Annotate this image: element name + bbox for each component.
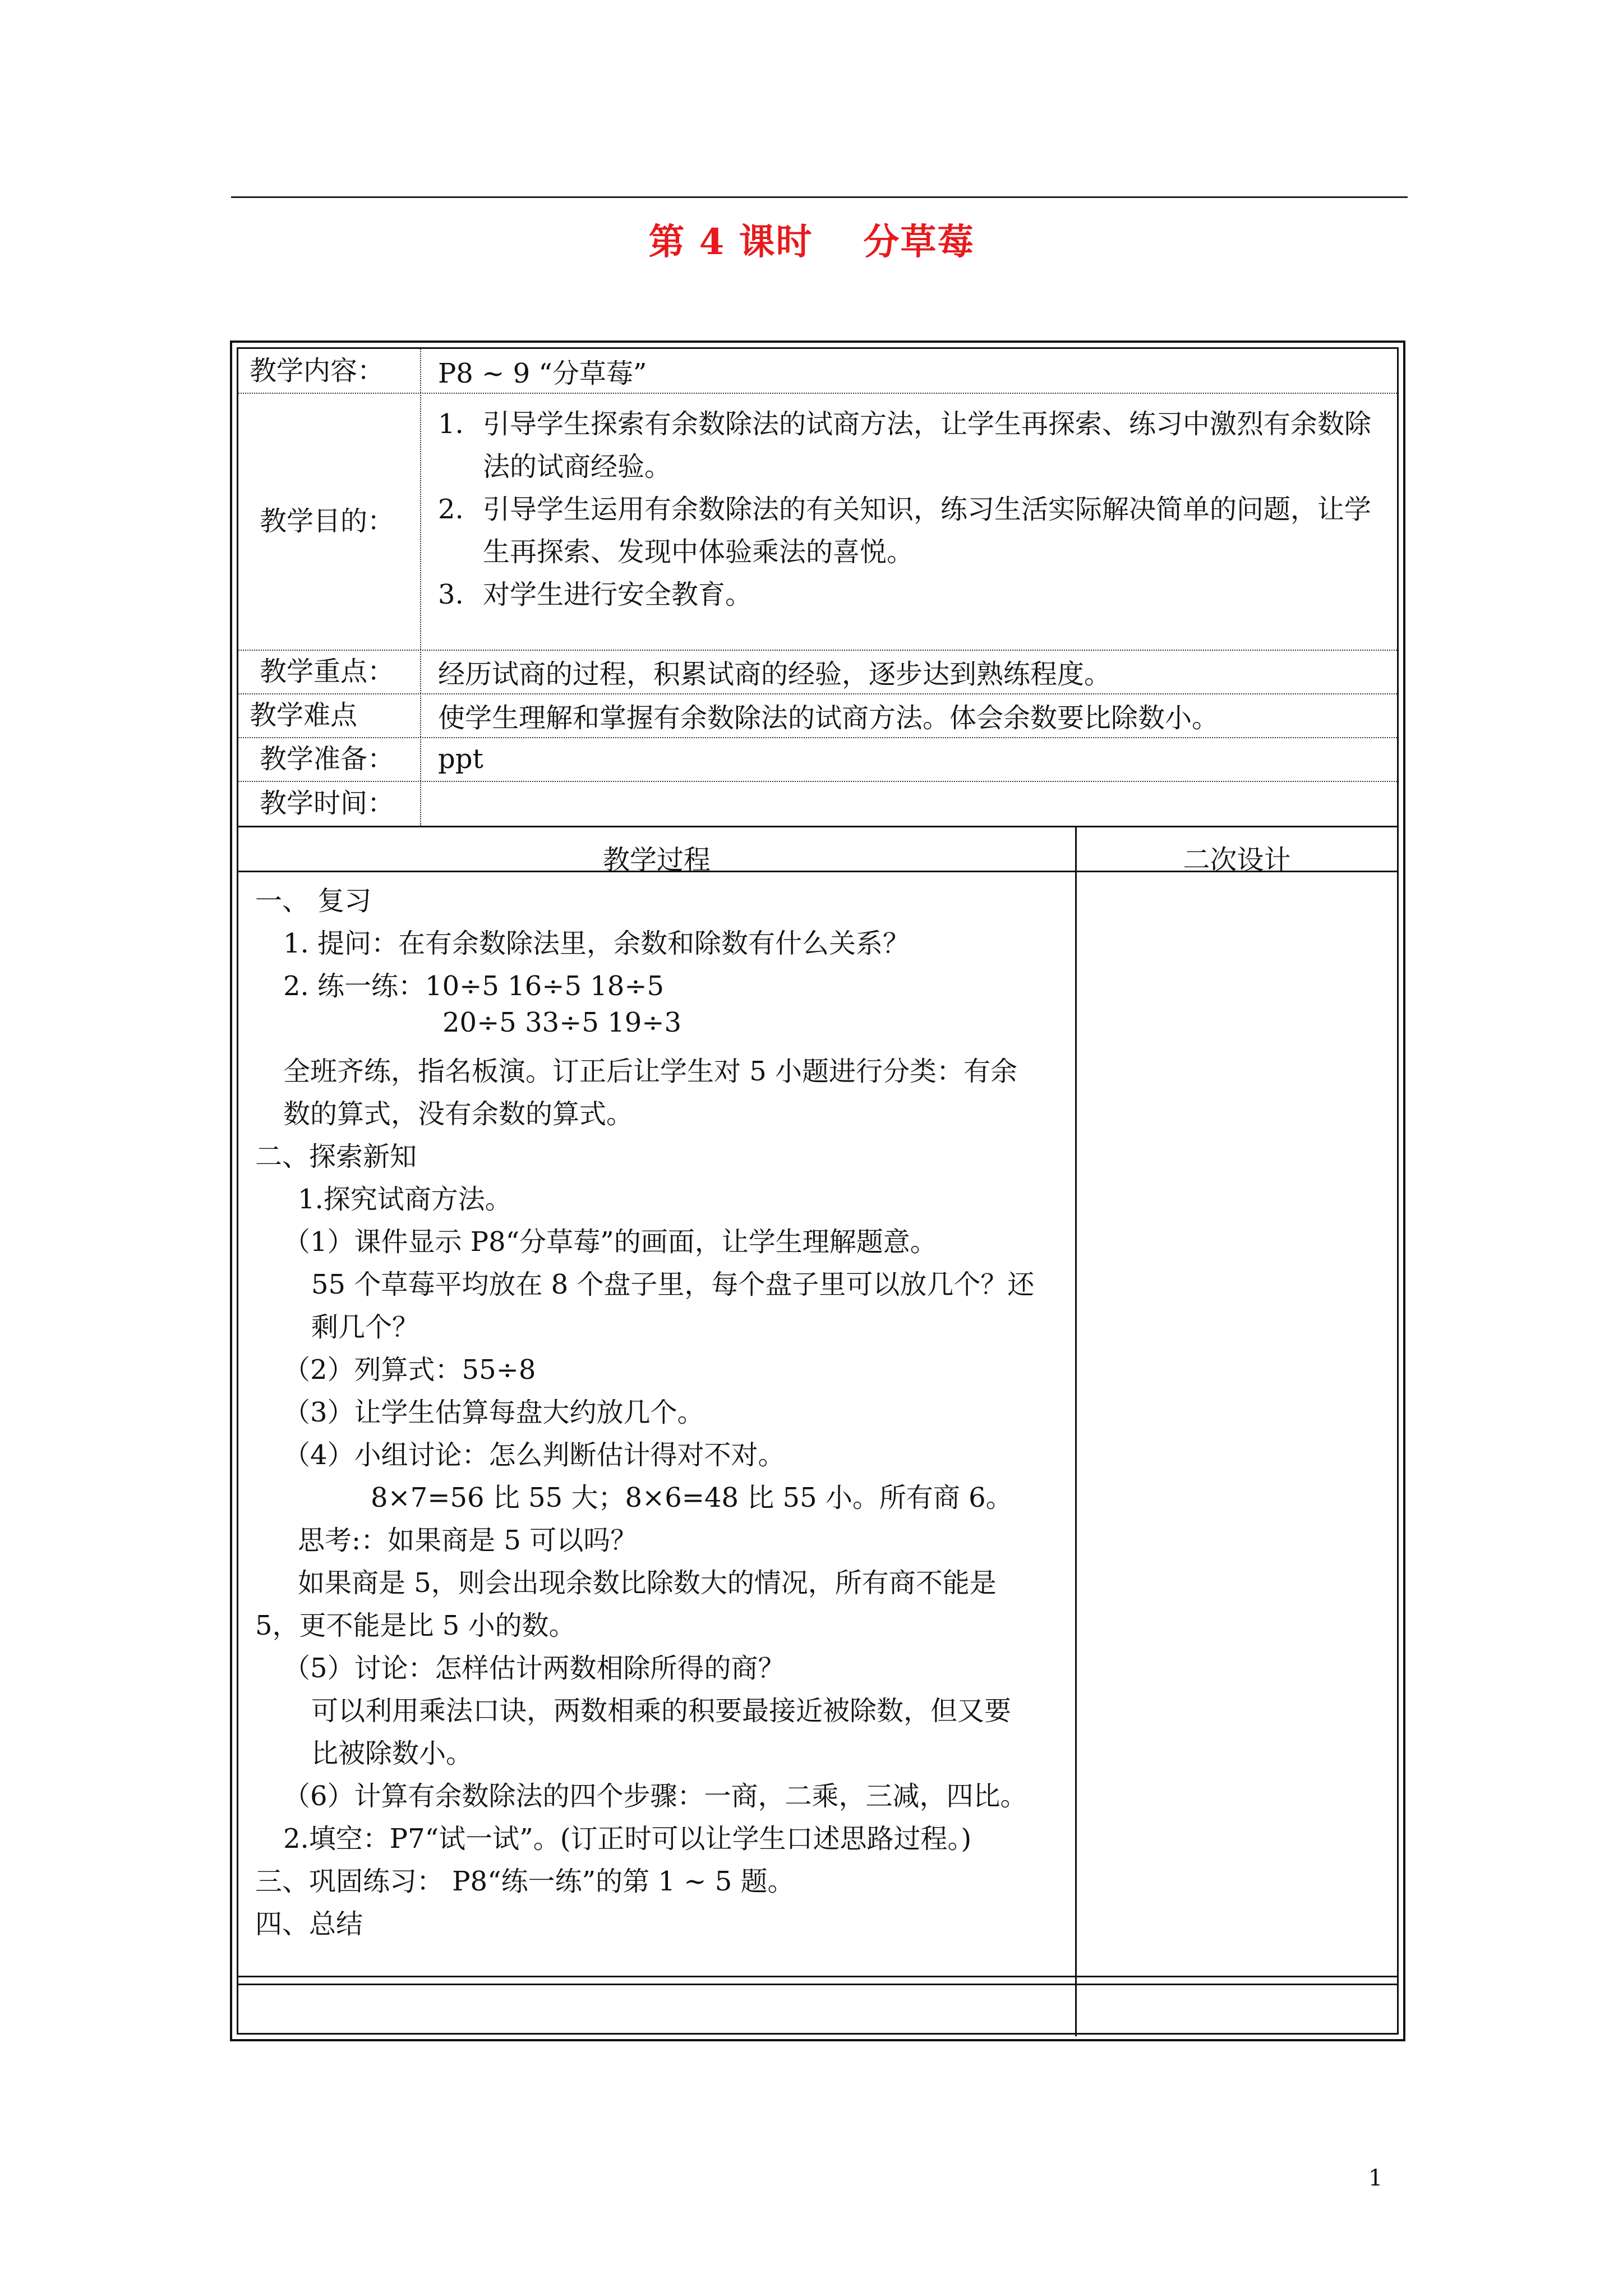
row-key-points bbox=[238, 650, 1397, 693]
redesign-header: 二次设计 bbox=[1183, 844, 1291, 876]
content-value: P8 ~ 9 “分草莓” bbox=[438, 357, 647, 389]
process-line: 三、巩固练习： P8“练一练”的第 1 ~ 5 题。 bbox=[255, 1866, 795, 1897]
process-line: 5，更不能是比 5 小的数。 bbox=[255, 1610, 576, 1641]
lesson-topic: 分草莓 bbox=[863, 221, 975, 263]
process-line: （5）讨论：怎样估计两数相除所得的商？ bbox=[283, 1653, 785, 1684]
process-line: （3）让学生估算每盘大约放几个。 bbox=[283, 1397, 704, 1428]
divider bbox=[238, 826, 1397, 827]
page-title bbox=[0, 213, 1623, 265]
key-label: 教学重点： bbox=[238, 650, 421, 693]
process-line: 比被除数小。 bbox=[311, 1738, 473, 1769]
process-line: （4）小组讨论：怎么判断估计得对不对。 bbox=[283, 1439, 785, 1471]
process-line: （6）计算有余数除法的四个步骤：一商，二乘，三减，四比。 bbox=[283, 1780, 1027, 1812]
process-line: 20÷5 33÷5 19÷3 bbox=[442, 1007, 682, 1038]
time-value bbox=[421, 781, 1397, 826]
content-label: 教学内容： bbox=[238, 349, 421, 393]
divider bbox=[238, 1984, 1397, 1985]
goal-text: 对学生进行安全教育。 bbox=[483, 579, 753, 610]
process-line: 1.探究试商方法。 bbox=[298, 1184, 512, 1215]
row-time bbox=[238, 781, 1397, 826]
process-line: 8×7=56 比 55 大；8×6=48 比 55 小。所有商 6。 bbox=[371, 1482, 1013, 1513]
process-line: （2）列算式：55÷8 bbox=[283, 1354, 536, 1386]
process-line: 如果商是 5，则会出现余数比除数大的情况，所有商不能是 bbox=[298, 1567, 997, 1599]
goal-item bbox=[438, 488, 1386, 573]
column-divider bbox=[1075, 826, 1077, 2036]
lesson-plan-table bbox=[230, 341, 1405, 2041]
lesson-number: 第 4 课时 bbox=[648, 221, 813, 263]
process-line: 55 个草莓平均放在 8 个盘子里，每个盘子里可以放几个？还 bbox=[311, 1269, 1035, 1300]
process-line: （1）课件显示 P8“分草莓”的画面，让学生理解题意。 bbox=[283, 1226, 937, 1258]
page-number: 1 bbox=[1368, 2165, 1383, 2191]
goal-text: 引导学生运用有余数除法的有关知识，练习生活实际解决简单的问题，让学生再探索、发现中体验乘法的喜悦。 bbox=[483, 494, 1372, 568]
key-value: 经历试商的过程，积累试商的经验，逐步达到熟练程度。 bbox=[438, 658, 1112, 690]
process-line: 1. 提问：在有余数除法里，余数和除数有什么关系？ bbox=[283, 928, 910, 959]
process-line: 2. 练一练：10÷5 16÷5 18÷5 bbox=[283, 970, 665, 1002]
process-line: 数的算式，没有余数的算式。 bbox=[283, 1098, 634, 1130]
process-line: 2.填空：P7“试一试”。(订正时可以让学生口述思路过程。) bbox=[283, 1823, 972, 1855]
process-line: 一、 复习 bbox=[255, 885, 372, 917]
goal-item bbox=[438, 573, 1386, 616]
row-content bbox=[238, 349, 1397, 393]
process-header: 教学过程 bbox=[602, 844, 711, 876]
goal-number: 2. bbox=[438, 494, 464, 525]
goals-label: 教学目的： bbox=[238, 393, 421, 650]
process-line: 全班齐练，指名板演。订正后让学生对 5 小题进行分类：有余 bbox=[283, 1056, 1018, 1087]
row-difficulty bbox=[238, 693, 1397, 737]
process-line: 思考:：如果商是 5 可以吗？ bbox=[298, 1525, 638, 1556]
difficulty-label: 教学难点 bbox=[238, 693, 421, 737]
header-rule bbox=[231, 196, 1408, 198]
goal-text: 引导学生探索有余数除法的试商方法，让学生再探索、练习中激烈有余数除法的试商经验。 bbox=[483, 408, 1372, 482]
divider bbox=[238, 1976, 1397, 1977]
process-line: 二、探索新知 bbox=[255, 1141, 417, 1172]
row-goals bbox=[238, 393, 1397, 650]
divider bbox=[238, 871, 1397, 872]
row-preparation bbox=[238, 737, 1397, 781]
goals-list bbox=[421, 393, 1397, 616]
column-divider bbox=[1075, 1984, 1077, 2036]
prep-label: 教学准备： bbox=[238, 737, 421, 781]
difficulty-value: 使学生理解和掌握有余数除法的试商方法。体会余数要比除数小。 bbox=[438, 702, 1219, 734]
process-line: 可以利用乘法口诀，两数相乘的积要最接近被除数，但又要 bbox=[311, 1695, 1012, 1727]
process-line: 四、总结 bbox=[255, 1908, 363, 1940]
process-line: 剩几个？ bbox=[311, 1312, 419, 1343]
goal-number: 1. bbox=[438, 408, 464, 440]
prep-value: ppt bbox=[438, 743, 483, 775]
time-label: 教学时间： bbox=[238, 781, 421, 826]
lesson-plan-table-inner bbox=[237, 347, 1399, 2035]
goal-number: 3. bbox=[438, 579, 464, 610]
goal-item bbox=[438, 403, 1386, 488]
